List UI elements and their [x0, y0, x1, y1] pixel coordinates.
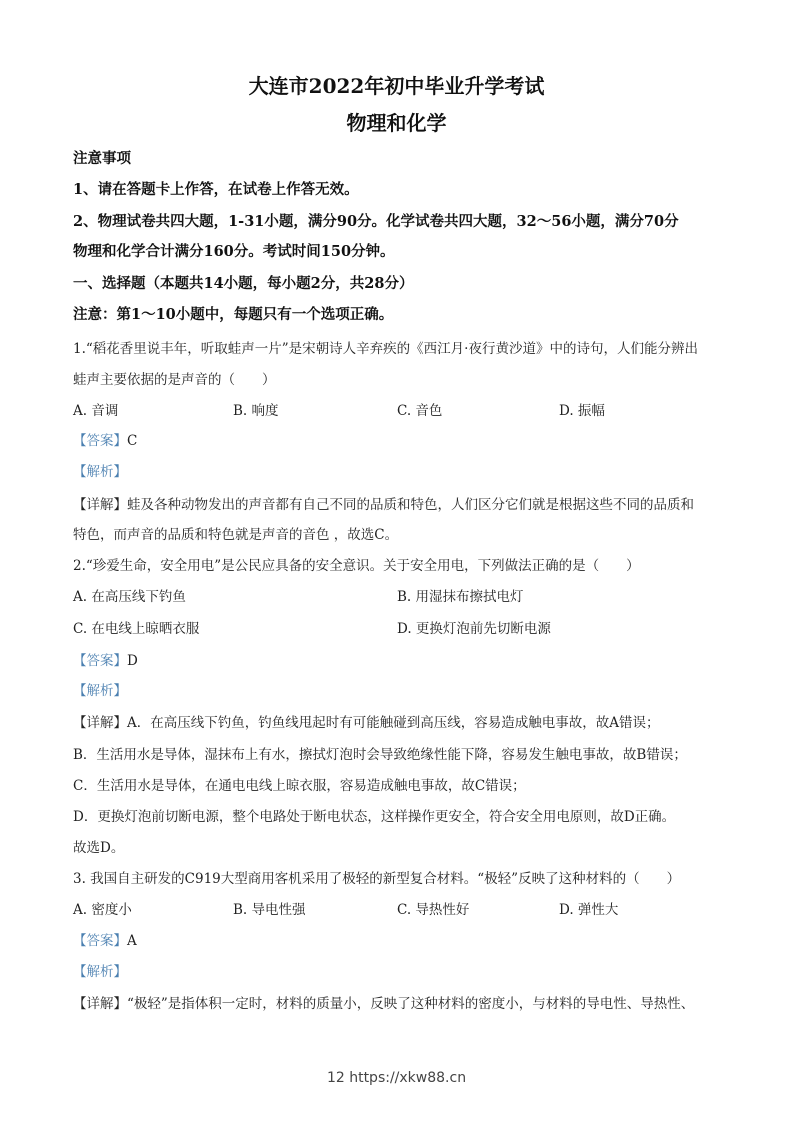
- option: A. 音调: [73, 403, 119, 419]
- option: A. 在高压线下钓鱼: [73, 589, 186, 605]
- analysis-label: 【解析】: [73, 683, 127, 699]
- answer-line: [73, 431, 137, 451]
- notice-line: 2、物理试卷共四大题，1-31小题，满分90分。化学试卷共四大题，32～56小题，满分70分: [73, 213, 679, 230]
- question-stem: 蛙声主要依据的是声音的（ ）: [73, 372, 276, 388]
- detail-text: C．生活用水是导体，在通电电线上晾衣服，容易造成触电事故，故C错误；: [73, 778, 526, 794]
- detail-text: “极轻”是指体积一定时，材料的质量小，反映了这种材料的密度小，与材料的导电性、导热性、: [127, 996, 695, 1012]
- detail-text: 蛙及各种动物发出的声音都有自己不同的品质和特色，人们区分它们就是根据这些不同的品质和: [127, 497, 694, 513]
- option: D. 振幅: [559, 403, 605, 419]
- option: A. 密度小: [73, 902, 132, 918]
- answer-line: [73, 931, 137, 951]
- option: C. 导热性好: [397, 902, 470, 918]
- section-note: 注意：第1～10小题中，每题只有一个选项正确。: [73, 306, 394, 323]
- detail-text: 特色，而声音的品质和特色就是声音的音色 ，故选C。: [73, 527, 399, 543]
- question-stem: 2.“珍爱生命，安全用电”是公民应具备的安全意识。关于安全用电，下列做法正确的是（ ）: [73, 558, 640, 574]
- option: B. 响度: [233, 403, 279, 419]
- detail-text: 故选D。: [73, 840, 125, 856]
- notice-line: 物理和化学合计满分160分。考试时间150分钟。: [73, 243, 395, 260]
- option: C. 音色: [397, 403, 443, 419]
- page-subtitle: 物理和化学: [346, 111, 447, 135]
- detail-text: B．生活用水是导体，湿抹布上有水，擦拭灯泡时会导致绝缘性能下降，容易发生触电事故，故B错误；: [73, 747, 687, 763]
- notice-line: 1、请在答题卡上作答，在试卷上作答无效。: [73, 181, 359, 198]
- option: B. 导电性强: [233, 902, 306, 918]
- section-heading: 一、选择题（本题共14小题，每小题2分，共28分）: [73, 275, 414, 292]
- answer-value: C: [127, 433, 138, 449]
- detail-text: D．更换灯泡前切断电源，整个电路处于断电状态，这样操作更安全，符合安全用电原则，故D正确。: [73, 809, 676, 825]
- detail-line: [73, 713, 660, 733]
- answer-label: 【答案】: [73, 433, 127, 449]
- notice-heading: 注意事项: [73, 150, 131, 167]
- detail-label: 【详解】: [73, 715, 127, 731]
- answer-label: 【答案】: [73, 653, 127, 669]
- page-title: 大连市2022年初中毕业升学考试: [248, 74, 545, 98]
- detail-label: 【详解】: [73, 996, 127, 1012]
- analysis-label: 【解析】: [73, 464, 127, 480]
- detail-line: [73, 994, 694, 1014]
- answer-value: A: [127, 933, 137, 949]
- question-stem: 1.“稻花香里说丰年，听取蛙声一片”是宋朝诗人辛弃疾的《西江月·夜行黄沙道》中的诗句，人们能分辨出: [73, 341, 698, 357]
- option: D. 更换灯泡前先切断电源: [397, 621, 551, 637]
- answer-label: 【答案】: [73, 933, 127, 949]
- answer-line: [73, 651, 138, 671]
- analysis-label: 【解析】: [73, 964, 127, 980]
- question-stem: 3. 我国自主研发的C919大型商用客机采用了极轻的新型复合材料。“极轻”反映了这种材料的（ ）: [73, 871, 681, 887]
- answer-value: D: [127, 653, 138, 669]
- page-footer: 12 https://xkw88.cn: [326, 1070, 467, 1086]
- option: C. 在电线上晾晒衣服: [73, 621, 200, 637]
- detail-text: A．在高压线下钓鱼，钓鱼线甩起时有可能触碰到高压线，容易造成触电事故，故A错误；: [127, 715, 660, 731]
- option: D. 弹性大: [559, 902, 619, 918]
- detail-line: [73, 495, 694, 515]
- detail-label: 【详解】: [73, 497, 127, 513]
- option: B. 用湿抹布擦拭电灯: [397, 589, 524, 605]
